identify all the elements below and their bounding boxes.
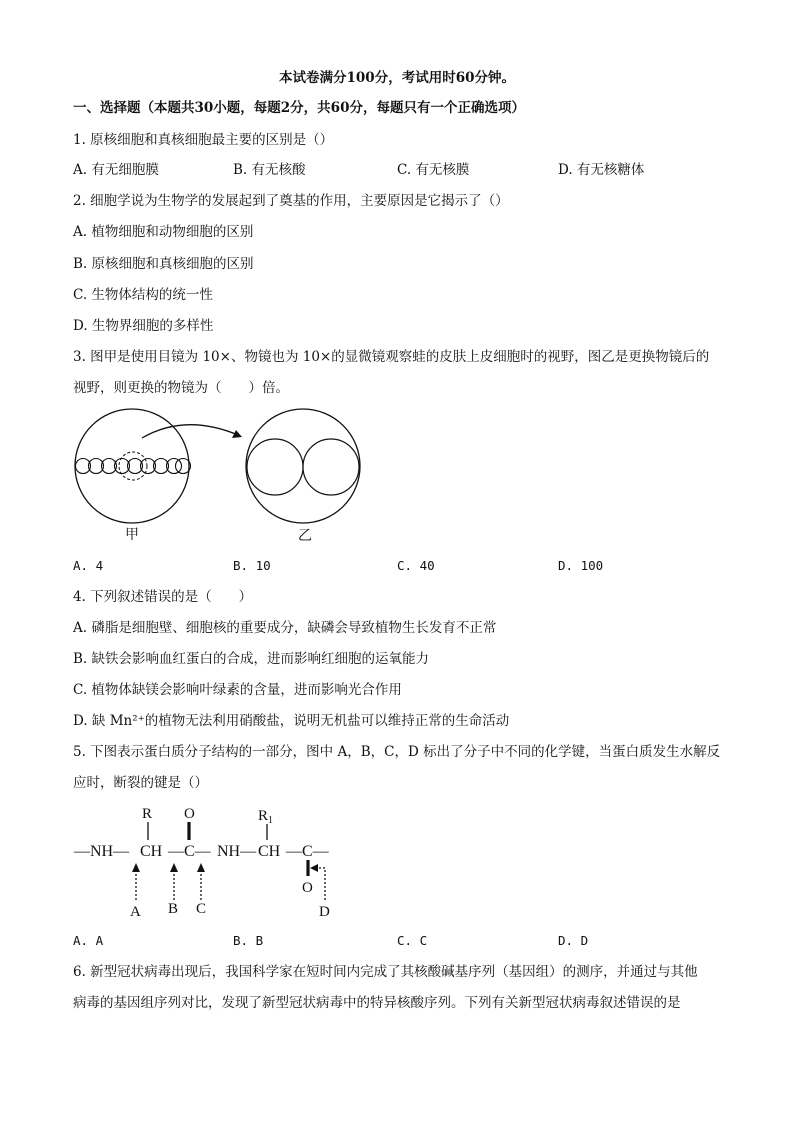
arrow-label-c: C — [196, 901, 207, 917]
label-jia: 甲 — [125, 528, 139, 543]
q1-option-b: B. 有无核酸 — [233, 162, 306, 178]
change-arrow — [142, 425, 238, 438]
q3-option-a: A. 4 — [73, 558, 104, 573]
question-4-stem: 4. 下列叙述错误的是（ ） — [73, 589, 253, 605]
arrow-label-b: B — [168, 901, 179, 917]
q4-option-c: C. 植物体缺镁会影响叶绿素的含量，进而影响光合作用 — [73, 682, 402, 698]
q3-option-d: D. 100 — [558, 558, 604, 573]
question-5-stem-line2: 应时，断裂的键是（） — [73, 775, 208, 791]
oxygen-bottom: O — [302, 880, 313, 896]
arrow-label-d: D — [319, 904, 330, 920]
chain-ch-1: CH — [140, 843, 163, 860]
q1-option-c: C. 有无核膜 — [397, 162, 470, 178]
q4-option-a: A. 磷脂是细胞壁、细胞核的重要成分，缺磷会导致植物生长发育不正常 — [73, 620, 497, 636]
q3-option-b: B. 10 — [233, 558, 271, 573]
large-cell-left — [247, 439, 303, 495]
question-1-stem: 1. 原核细胞和真核细胞最主要的区别是（） — [73, 132, 334, 148]
q5-option-d: D. D — [558, 933, 589, 948]
q2-option-a: A. 植物细胞和动物细胞的区别 — [73, 224, 254, 240]
q3-option-c: C. 40 — [397, 558, 435, 573]
exam-header: 本试卷满分100分，考试用时60分钟。 — [279, 70, 515, 86]
q1-option-d: D. 有无核糖体 — [558, 162, 645, 178]
microscope-field-figure — [70, 405, 370, 550]
chain-ch-2: CH — [258, 843, 281, 860]
q1-option-a: A. 有无细胞膜 — [73, 162, 159, 178]
question-6-stem-line1: 6. 新型冠状病毒出现后，我国科学家在短时间内完成了其核酸碱基序列（基因组）的测序，并通过与其他 — [73, 964, 698, 980]
question-3-stem-line1: 3. 图甲是使用目镜为 10×、物镜也为 10×的显微镜观察蛙的皮肤上皮细胞时的视野，图乙是更换物镜后的 — [73, 349, 710, 365]
bond-arrow-d — [317, 868, 325, 900]
oxygen-top: O — [184, 806, 195, 822]
label-yi: 乙 — [298, 529, 312, 544]
chain-nh-2: NH— — [217, 843, 257, 860]
change-arrow-head — [232, 430, 242, 438]
section-title: 一、选择题（本题共30小题，每题2分，共60分，每题只有一个正确选项） — [73, 100, 525, 116]
r-group: R — [142, 806, 153, 822]
peptide-bond-figure — [72, 800, 342, 920]
q5-option-b: B. B — [233, 933, 264, 948]
r1-group: $R_1$ — [258, 808, 274, 826]
chain-c-2: —C— — [286, 843, 329, 860]
question-6-stem-line2: 病毒的基因组序列对比，发现了新型冠状病毒中的特异核酸序列。下列有关新型冠状病毒叙述错误的是 — [73, 995, 681, 1011]
q4-option-d: D. 缺 Mn²⁺的植物无法利用硝酸盐，说明无机盐可以维持正常的生命活动 — [73, 713, 510, 729]
q5-option-a: A. A — [73, 933, 104, 948]
chain-nh-1: —NH— — [74, 843, 130, 860]
q5-option-c: C. C — [397, 933, 428, 948]
small-cells-row — [76, 459, 191, 474]
question-5-stem-line1: 5. 下图表示蛋白质分子结构的一部分，图中 A，B，C，D 标出了分子中不同的化学键，当蛋白质发生水解反 — [73, 744, 721, 760]
chain-c-1: —C— — [168, 843, 211, 860]
arrow-label-a: A — [130, 904, 141, 920]
q4-option-b: B. 缺铁会影响血红蛋白的合成，进而影响红细胞的运氧能力 — [73, 651, 430, 667]
question-3-stem-line2: 视野，则更换的物镜为（ ）倍。 — [73, 380, 289, 396]
q2-option-b: B. 原核细胞和真核细胞的区别 — [73, 256, 254, 272]
question-2-stem: 2. 细胞学说为生物学的发展起到了奠基的作用，主要原因是它揭示了（） — [73, 193, 509, 209]
large-cell-right — [303, 439, 359, 495]
q2-option-c: C. 生物体结构的统一性 — [73, 287, 213, 303]
q2-option-d: D. 生物界细胞的多样性 — [73, 318, 214, 334]
